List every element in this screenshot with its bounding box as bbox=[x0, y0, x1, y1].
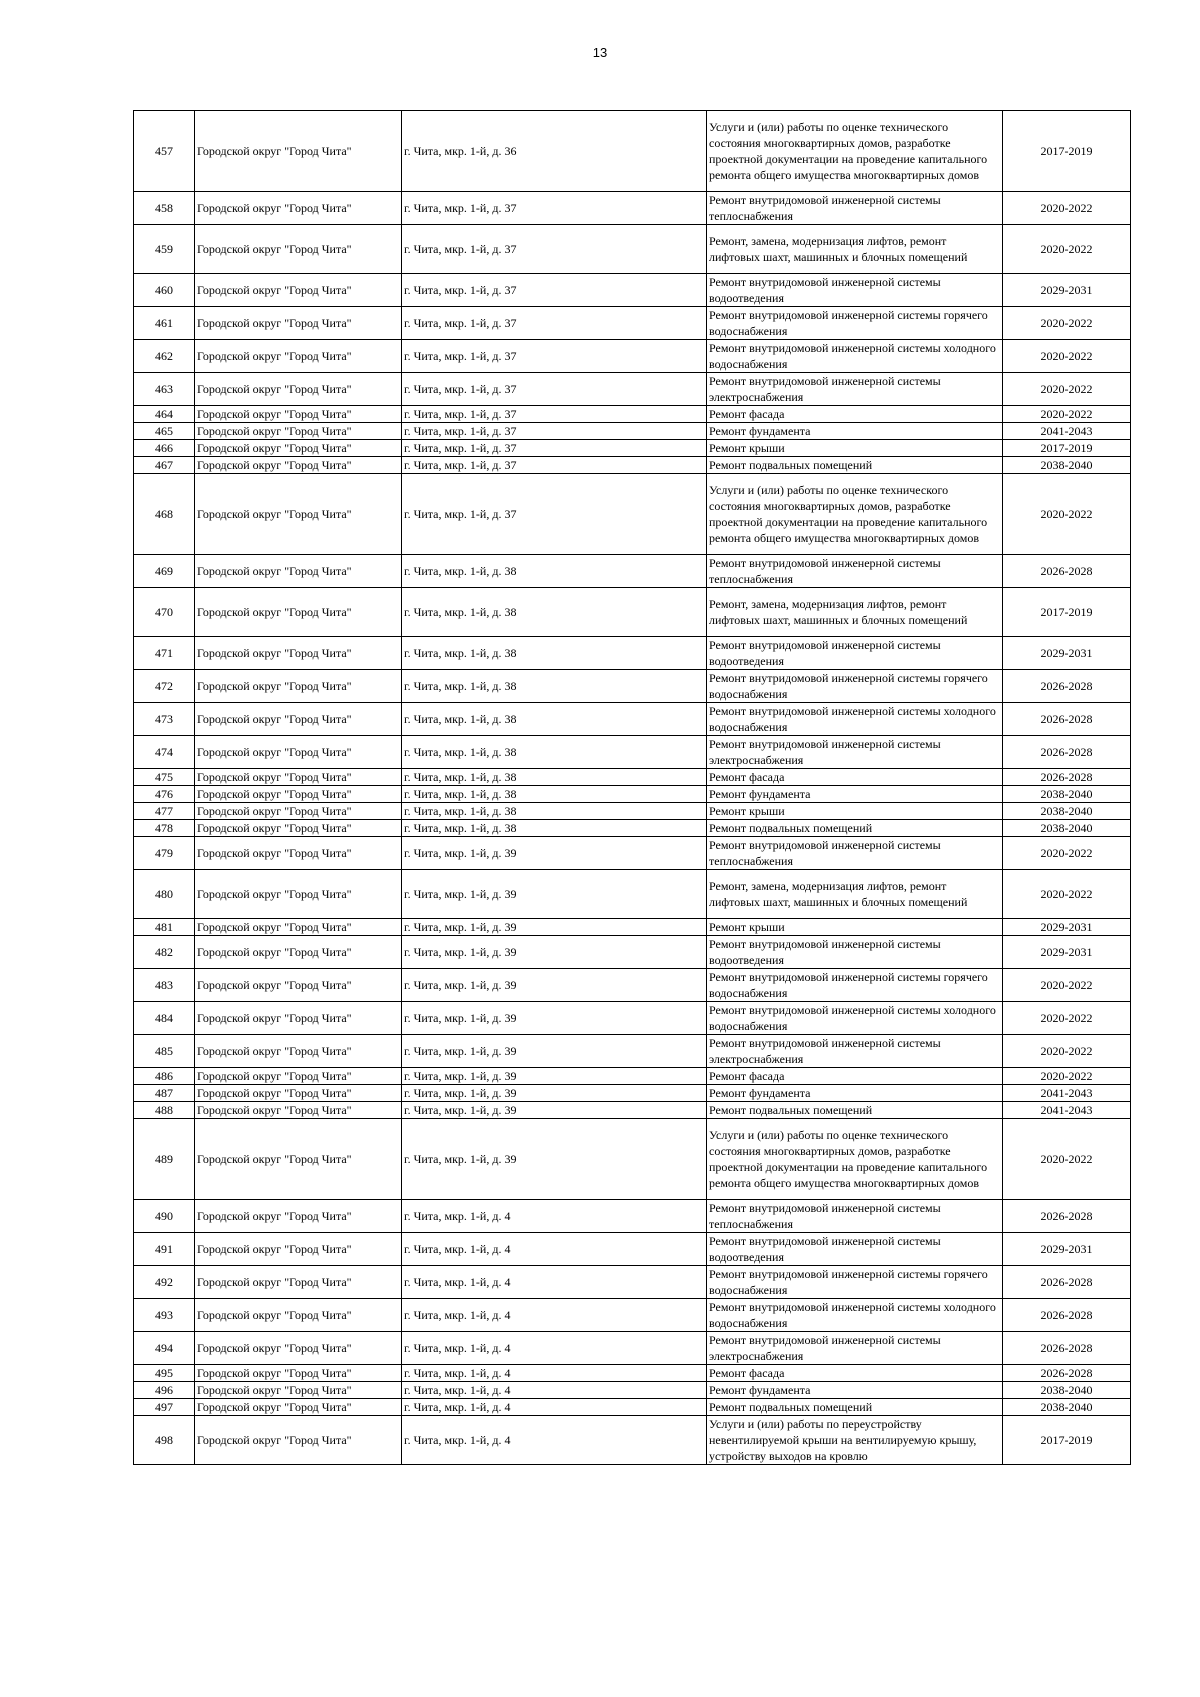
period-cell: 2020-2022 bbox=[1003, 1119, 1131, 1200]
work-type-cell: Ремонт фундамента bbox=[707, 423, 1003, 440]
municipality-cell: Городской округ "Город Чита" bbox=[195, 736, 402, 769]
row-number: 467 bbox=[134, 457, 195, 474]
municipality-cell: Городской округ "Город Чита" bbox=[195, 969, 402, 1002]
row-number: 460 bbox=[134, 274, 195, 307]
row-number: 489 bbox=[134, 1119, 195, 1200]
address-cell: г. Чита, мкр. 1-й, д. 39 bbox=[402, 1068, 707, 1085]
work-type-cell: Ремонт внутридомовой инженерной системы горячего водоснабжения bbox=[707, 969, 1003, 1002]
row-number: 478 bbox=[134, 820, 195, 837]
address-cell: г. Чита, мкр. 1-й, д. 4 bbox=[402, 1416, 707, 1465]
period-cell: 2029-2031 bbox=[1003, 1233, 1131, 1266]
municipality-cell: Городской округ "Город Чита" bbox=[195, 1233, 402, 1266]
table-row bbox=[134, 423, 1131, 440]
period-cell: 2038-2040 bbox=[1003, 820, 1131, 837]
row-number: 482 bbox=[134, 936, 195, 969]
table-row bbox=[134, 474, 1131, 555]
municipality-cell: Городской округ "Город Чита" bbox=[195, 225, 402, 274]
period-cell: 2038-2040 bbox=[1003, 786, 1131, 803]
table-row bbox=[134, 786, 1131, 803]
row-number: 496 bbox=[134, 1382, 195, 1399]
table-row bbox=[134, 803, 1131, 820]
table-row bbox=[134, 307, 1131, 340]
work-type-cell: Ремонт подвальных помещений bbox=[707, 1102, 1003, 1119]
table-row bbox=[134, 588, 1131, 637]
row-number: 494 bbox=[134, 1332, 195, 1365]
address-cell: г. Чита, мкр. 1-й, д. 37 bbox=[402, 423, 707, 440]
work-type-cell: Ремонт внутридомовой инженерной системы горячего водоснабжения bbox=[707, 1266, 1003, 1299]
address-cell: г. Чита, мкр. 1-й, д. 37 bbox=[402, 457, 707, 474]
work-type-cell: Ремонт внутридомовой инженерной системы водоотведения bbox=[707, 274, 1003, 307]
period-cell: 2020-2022 bbox=[1003, 870, 1131, 919]
work-type-cell: Ремонт внутридомовой инженерной системы водоотведения bbox=[707, 637, 1003, 670]
work-type-cell: Ремонт крыши bbox=[707, 803, 1003, 820]
table-row bbox=[134, 919, 1131, 936]
address-cell: г. Чита, мкр. 1-й, д. 37 bbox=[402, 406, 707, 423]
period-cell: 2026-2028 bbox=[1003, 736, 1131, 769]
table-row bbox=[134, 820, 1131, 837]
work-type-cell: Ремонт внутридомовой инженерной системы электроснабжения bbox=[707, 1332, 1003, 1365]
period-cell: 2026-2028 bbox=[1003, 1299, 1131, 1332]
table-row bbox=[134, 837, 1131, 870]
municipality-cell: Городской округ "Город Чита" bbox=[195, 870, 402, 919]
period-cell: 2020-2022 bbox=[1003, 1002, 1131, 1035]
period-cell: 2026-2028 bbox=[1003, 769, 1131, 786]
municipality-cell: Городской округ "Город Чита" bbox=[195, 423, 402, 440]
row-number: 457 bbox=[134, 111, 195, 192]
period-cell: 2020-2022 bbox=[1003, 1068, 1131, 1085]
address-cell: г. Чита, мкр. 1-й, д. 37 bbox=[402, 373, 707, 406]
period-cell: 2029-2031 bbox=[1003, 274, 1131, 307]
work-type-cell: Ремонт фасада bbox=[707, 1068, 1003, 1085]
municipality-cell: Городской округ "Город Чита" bbox=[195, 637, 402, 670]
period-cell: 2020-2022 bbox=[1003, 1035, 1131, 1068]
work-type-cell: Ремонт внутридомовой инженерной системы водоотведения bbox=[707, 936, 1003, 969]
row-number: 468 bbox=[134, 474, 195, 555]
row-number: 463 bbox=[134, 373, 195, 406]
row-number: 474 bbox=[134, 736, 195, 769]
period-cell: 2038-2040 bbox=[1003, 457, 1131, 474]
row-number: 491 bbox=[134, 1233, 195, 1266]
table-row bbox=[134, 1085, 1131, 1102]
work-type-cell: Ремонт подвальных помещений bbox=[707, 820, 1003, 837]
row-number: 497 bbox=[134, 1399, 195, 1416]
period-cell: 2038-2040 bbox=[1003, 803, 1131, 820]
address-cell: г. Чита, мкр. 1-й, д. 37 bbox=[402, 474, 707, 555]
municipality-cell: Городской округ "Город Чита" bbox=[195, 307, 402, 340]
work-type-cell: Ремонт внутридомовой инженерной системы горячего водоснабжения bbox=[707, 670, 1003, 703]
period-cell: 2026-2028 bbox=[1003, 1200, 1131, 1233]
row-number: 479 bbox=[134, 837, 195, 870]
work-type-cell: Услуги и (или) работы по переустройству невентилируемой крыши на вентилируемую крышу, устройству выходов на кровлю bbox=[707, 1416, 1003, 1465]
row-number: 465 bbox=[134, 423, 195, 440]
table-row bbox=[134, 703, 1131, 736]
table-row bbox=[134, 870, 1131, 919]
table-row bbox=[134, 936, 1131, 969]
address-cell: г. Чита, мкр. 1-й, д. 38 bbox=[402, 786, 707, 803]
period-cell: 2020-2022 bbox=[1003, 837, 1131, 870]
row-number: 472 bbox=[134, 670, 195, 703]
address-cell: г. Чита, мкр. 1-й, д. 36 bbox=[402, 111, 707, 192]
work-type-cell: Ремонт внутридомовой инженерной системы теплоснабжения bbox=[707, 837, 1003, 870]
address-cell: г. Чита, мкр. 1-й, д. 37 bbox=[402, 440, 707, 457]
work-type-cell: Ремонт, замена, модернизация лифтов, ремонт лифтовых шахт, машинных и блочных помещений bbox=[707, 870, 1003, 919]
municipality-cell: Городской округ "Город Чита" bbox=[195, 803, 402, 820]
period-cell: 2020-2022 bbox=[1003, 474, 1131, 555]
period-cell: 2017-2019 bbox=[1003, 111, 1131, 192]
table-row bbox=[134, 225, 1131, 274]
work-type-cell: Ремонт внутридомовой инженерной системы теплоснабжения bbox=[707, 1200, 1003, 1233]
row-number: 459 bbox=[134, 225, 195, 274]
page-number: 13 bbox=[592, 45, 608, 60]
table-row bbox=[134, 111, 1131, 192]
table-row bbox=[134, 1332, 1131, 1365]
row-number: 488 bbox=[134, 1102, 195, 1119]
row-number: 487 bbox=[134, 1085, 195, 1102]
table-row bbox=[134, 1399, 1131, 1416]
table-row bbox=[134, 769, 1131, 786]
address-cell: г. Чита, мкр. 1-й, д. 38 bbox=[402, 769, 707, 786]
address-cell: г. Чита, мкр. 1-й, д. 37 bbox=[402, 307, 707, 340]
work-type-cell: Ремонт фундамента bbox=[707, 1085, 1003, 1102]
table-row bbox=[134, 373, 1131, 406]
row-number: 473 bbox=[134, 703, 195, 736]
municipality-cell: Городской округ "Город Чита" bbox=[195, 1119, 402, 1200]
period-cell: 2017-2019 bbox=[1003, 1416, 1131, 1465]
work-type-cell: Ремонт внутридомовой инженерной системы электроснабжения bbox=[707, 373, 1003, 406]
table-row bbox=[134, 1200, 1131, 1233]
municipality-cell: Городской округ "Город Чита" bbox=[195, 555, 402, 588]
table-row bbox=[134, 1365, 1131, 1382]
municipality-cell: Городской округ "Город Чита" bbox=[195, 1102, 402, 1119]
address-cell: г. Чита, мкр. 1-й, д. 4 bbox=[402, 1365, 707, 1382]
period-cell: 2020-2022 bbox=[1003, 969, 1131, 1002]
work-type-cell: Ремонт внутридомовой инженерной системы водоотведения bbox=[707, 1233, 1003, 1266]
row-number: 486 bbox=[134, 1068, 195, 1085]
table-row bbox=[134, 736, 1131, 769]
address-cell: г. Чита, мкр. 1-й, д. 39 bbox=[402, 1002, 707, 1035]
address-cell: г. Чита, мкр. 1-й, д. 4 bbox=[402, 1233, 707, 1266]
address-cell: г. Чита, мкр. 1-й, д. 39 bbox=[402, 936, 707, 969]
row-number: 469 bbox=[134, 555, 195, 588]
period-cell: 2029-2031 bbox=[1003, 919, 1131, 936]
address-cell: г. Чита, мкр. 1-й, д. 37 bbox=[402, 225, 707, 274]
address-cell: г. Чита, мкр. 1-й, д. 37 bbox=[402, 274, 707, 307]
work-type-cell: Ремонт внутридомовой инженерной системы холодного водоснабжения bbox=[707, 1002, 1003, 1035]
table-row bbox=[134, 1102, 1131, 1119]
table-row bbox=[134, 1233, 1131, 1266]
address-cell: г. Чита, мкр. 1-й, д. 39 bbox=[402, 919, 707, 936]
row-number: 481 bbox=[134, 919, 195, 936]
work-type-cell: Ремонт, замена, модернизация лифтов, ремонт лифтовых шахт, машинных и блочных помещений bbox=[707, 225, 1003, 274]
row-number: 461 bbox=[134, 307, 195, 340]
address-cell: г. Чита, мкр. 1-й, д. 4 bbox=[402, 1399, 707, 1416]
row-number: 493 bbox=[134, 1299, 195, 1332]
row-number: 490 bbox=[134, 1200, 195, 1233]
municipality-cell: Городской округ "Город Чита" bbox=[195, 837, 402, 870]
work-type-cell: Ремонт подвальных помещений bbox=[707, 457, 1003, 474]
row-number: 484 bbox=[134, 1002, 195, 1035]
period-cell: 2026-2028 bbox=[1003, 703, 1131, 736]
municipality-cell: Городской округ "Город Чита" bbox=[195, 1035, 402, 1068]
municipality-cell: Городской округ "Город Чита" bbox=[195, 373, 402, 406]
municipality-cell: Городской округ "Город Чита" bbox=[195, 588, 402, 637]
municipality-cell: Городской округ "Город Чита" bbox=[195, 1002, 402, 1035]
row-number: 466 bbox=[134, 440, 195, 457]
address-cell: г. Чита, мкр. 1-й, д. 4 bbox=[402, 1200, 707, 1233]
municipality-cell: Городской округ "Город Чита" bbox=[195, 1200, 402, 1233]
period-cell: 2026-2028 bbox=[1003, 1266, 1131, 1299]
municipality-cell: Городской округ "Город Чита" bbox=[195, 274, 402, 307]
table-row bbox=[134, 340, 1131, 373]
period-cell: 2026-2028 bbox=[1003, 1365, 1131, 1382]
table-row bbox=[134, 1119, 1131, 1200]
table-row bbox=[134, 406, 1131, 423]
work-type-cell: Ремонт внутридомовой инженерной системы холодного водоснабжения bbox=[707, 1299, 1003, 1332]
work-type-cell: Ремонт фасада bbox=[707, 1365, 1003, 1382]
period-cell: 2029-2031 bbox=[1003, 936, 1131, 969]
period-cell: 2020-2022 bbox=[1003, 373, 1131, 406]
work-type-cell: Ремонт внутридомовой инженерной системы теплоснабжения bbox=[707, 555, 1003, 588]
municipality-cell: Городской округ "Город Чита" bbox=[195, 1068, 402, 1085]
period-cell: 2041-2043 bbox=[1003, 1102, 1131, 1119]
address-cell: г. Чита, мкр. 1-й, д. 38 bbox=[402, 820, 707, 837]
address-cell: г. Чита, мкр. 1-й, д. 4 bbox=[402, 1266, 707, 1299]
address-cell: г. Чита, мкр. 1-й, д. 37 bbox=[402, 192, 707, 225]
municipality-cell: Городской округ "Город Чита" bbox=[195, 1085, 402, 1102]
work-type-cell: Ремонт внутридомовой инженерной системы электроснабжения bbox=[707, 1035, 1003, 1068]
work-type-cell: Ремонт внутридомовой инженерной системы электроснабжения bbox=[707, 736, 1003, 769]
work-type-cell: Ремонт внутридомовой инженерной системы теплоснабжения bbox=[707, 192, 1003, 225]
work-type-cell: Ремонт внутридомовой инженерной системы горячего водоснабжения bbox=[707, 307, 1003, 340]
address-cell: г. Чита, мкр. 1-й, д. 38 bbox=[402, 637, 707, 670]
table-row bbox=[134, 1382, 1131, 1399]
table-row bbox=[134, 192, 1131, 225]
period-cell: 2020-2022 bbox=[1003, 192, 1131, 225]
period-cell: 2020-2022 bbox=[1003, 340, 1131, 373]
work-type-cell: Ремонт фундамента bbox=[707, 1382, 1003, 1399]
row-number: 477 bbox=[134, 803, 195, 820]
table-row bbox=[134, 440, 1131, 457]
work-type-cell: Ремонт фасада bbox=[707, 406, 1003, 423]
municipality-cell: Городской округ "Город Чита" bbox=[195, 936, 402, 969]
address-cell: г. Чита, мкр. 1-й, д. 39 bbox=[402, 870, 707, 919]
work-type-cell: Ремонт крыши bbox=[707, 919, 1003, 936]
period-cell: 2020-2022 bbox=[1003, 225, 1131, 274]
municipality-cell: Городской округ "Город Чита" bbox=[195, 340, 402, 373]
table-row bbox=[134, 1299, 1131, 1332]
municipality-cell: Городской округ "Город Чита" bbox=[195, 1416, 402, 1465]
row-number: 480 bbox=[134, 870, 195, 919]
period-cell: 2026-2028 bbox=[1003, 1332, 1131, 1365]
address-cell: г. Чита, мкр. 1-й, д. 39 bbox=[402, 969, 707, 1002]
work-type-cell: Ремонт внутридомовой инженерной системы холодного водоснабжения bbox=[707, 340, 1003, 373]
address-cell: г. Чита, мкр. 1-й, д. 38 bbox=[402, 555, 707, 588]
row-number: 483 bbox=[134, 969, 195, 1002]
period-cell: 2017-2019 bbox=[1003, 588, 1131, 637]
period-cell: 2041-2043 bbox=[1003, 1085, 1131, 1102]
municipality-cell: Городской округ "Город Чита" bbox=[195, 1299, 402, 1332]
address-cell: г. Чита, мкр. 1-й, д. 38 bbox=[402, 803, 707, 820]
repair-schedule-table bbox=[133, 110, 1131, 1465]
work-type-cell: Ремонт внутридомовой инженерной системы холодного водоснабжения bbox=[707, 703, 1003, 736]
address-cell: г. Чита, мкр. 1-й, д. 38 bbox=[402, 670, 707, 703]
municipality-cell: Городской округ "Город Чита" bbox=[195, 1382, 402, 1399]
municipality-cell: Городской округ "Город Чита" bbox=[195, 820, 402, 837]
municipality-cell: Городской округ "Город Чита" bbox=[195, 1266, 402, 1299]
row-number: 485 bbox=[134, 1035, 195, 1068]
municipality-cell: Городской округ "Город Чита" bbox=[195, 1332, 402, 1365]
period-cell: 2038-2040 bbox=[1003, 1399, 1131, 1416]
municipality-cell: Городской округ "Город Чита" bbox=[195, 703, 402, 736]
municipality-cell: Городской округ "Город Чита" bbox=[195, 919, 402, 936]
period-cell: 2038-2040 bbox=[1003, 1382, 1131, 1399]
municipality-cell: Городской округ "Город Чита" bbox=[195, 786, 402, 803]
address-cell: г. Чита, мкр. 1-й, д. 37 bbox=[402, 340, 707, 373]
municipality-cell: Городской округ "Город Чита" bbox=[195, 1399, 402, 1416]
table-row bbox=[134, 1266, 1131, 1299]
work-type-cell: Ремонт подвальных помещений bbox=[707, 1399, 1003, 1416]
work-type-cell: Услуги и (или) работы по оценке технического состояния многоквартирных домов, разработке проектной документации на проведение капитального ремонта общего имущества многоквартирных домов bbox=[707, 1119, 1003, 1200]
municipality-cell: Городской округ "Город Чита" bbox=[195, 406, 402, 423]
row-number: 462 bbox=[134, 340, 195, 373]
work-type-cell: Ремонт крыши bbox=[707, 440, 1003, 457]
row-number: 458 bbox=[134, 192, 195, 225]
municipality-cell: Городской округ "Город Чита" bbox=[195, 1365, 402, 1382]
address-cell: г. Чита, мкр. 1-й, д. 39 bbox=[402, 837, 707, 870]
table-row bbox=[134, 1416, 1131, 1465]
table-row bbox=[134, 457, 1131, 474]
table-row bbox=[134, 274, 1131, 307]
table-row bbox=[134, 969, 1131, 1002]
work-type-cell: Ремонт, замена, модернизация лифтов, ремонт лифтовых шахт, машинных и блочных помещений bbox=[707, 588, 1003, 637]
municipality-cell: Городской округ "Город Чита" bbox=[195, 457, 402, 474]
row-number: 471 bbox=[134, 637, 195, 670]
table-row bbox=[134, 555, 1131, 588]
period-cell: 2026-2028 bbox=[1003, 555, 1131, 588]
table-body bbox=[134, 111, 1131, 1465]
address-cell: г. Чита, мкр. 1-й, д. 4 bbox=[402, 1299, 707, 1332]
address-cell: г. Чита, мкр. 1-й, д. 39 bbox=[402, 1035, 707, 1068]
address-cell: г. Чита, мкр. 1-й, д. 38 bbox=[402, 703, 707, 736]
municipality-cell: Городской округ "Город Чита" bbox=[195, 769, 402, 786]
table-row bbox=[134, 1068, 1131, 1085]
address-cell: г. Чита, мкр. 1-й, д. 4 bbox=[402, 1332, 707, 1365]
period-cell: 2041-2043 bbox=[1003, 423, 1131, 440]
period-cell: 2020-2022 bbox=[1003, 307, 1131, 340]
row-number: 464 bbox=[134, 406, 195, 423]
table-row bbox=[134, 1035, 1131, 1068]
address-cell: г. Чита, мкр. 1-й, д. 38 bbox=[402, 736, 707, 769]
address-cell: г. Чита, мкр. 1-й, д. 39 bbox=[402, 1119, 707, 1200]
row-number: 495 bbox=[134, 1365, 195, 1382]
table-row bbox=[134, 637, 1131, 670]
row-number: 492 bbox=[134, 1266, 195, 1299]
table-row bbox=[134, 1002, 1131, 1035]
row-number: 475 bbox=[134, 769, 195, 786]
municipality-cell: Городской округ "Город Чита" bbox=[195, 192, 402, 225]
address-cell: г. Чита, мкр. 1-й, д. 39 bbox=[402, 1085, 707, 1102]
address-cell: г. Чита, мкр. 1-й, д. 4 bbox=[402, 1382, 707, 1399]
address-cell: г. Чита, мкр. 1-й, д. 39 bbox=[402, 1102, 707, 1119]
work-type-cell: Услуги и (или) работы по оценке технического состояния многоквартирных домов, разработке проектной документации на проведение капитального ремонта общего имущества многоквартирных домов bbox=[707, 111, 1003, 192]
work-type-cell: Услуги и (или) работы по оценке технического состояния многоквартирных домов, разработке проектной документации на проведение капитального ремонта общего имущества многоквартирных домов bbox=[707, 474, 1003, 555]
work-type-cell: Ремонт фундамента bbox=[707, 786, 1003, 803]
row-number: 498 bbox=[134, 1416, 195, 1465]
period-cell: 2029-2031 bbox=[1003, 637, 1131, 670]
municipality-cell: Городской округ "Город Чита" bbox=[195, 111, 402, 192]
municipality-cell: Городской округ "Город Чита" bbox=[195, 474, 402, 555]
period-cell: 2020-2022 bbox=[1003, 406, 1131, 423]
table-row bbox=[134, 670, 1131, 703]
address-cell: г. Чита, мкр. 1-й, д. 38 bbox=[402, 588, 707, 637]
work-type-cell: Ремонт фасада bbox=[707, 769, 1003, 786]
period-cell: 2026-2028 bbox=[1003, 670, 1131, 703]
municipality-cell: Городской округ "Город Чита" bbox=[195, 440, 402, 457]
row-number: 470 bbox=[134, 588, 195, 637]
row-number: 476 bbox=[134, 786, 195, 803]
period-cell: 2017-2019 bbox=[1003, 440, 1131, 457]
municipality-cell: Городской округ "Город Чита" bbox=[195, 670, 402, 703]
